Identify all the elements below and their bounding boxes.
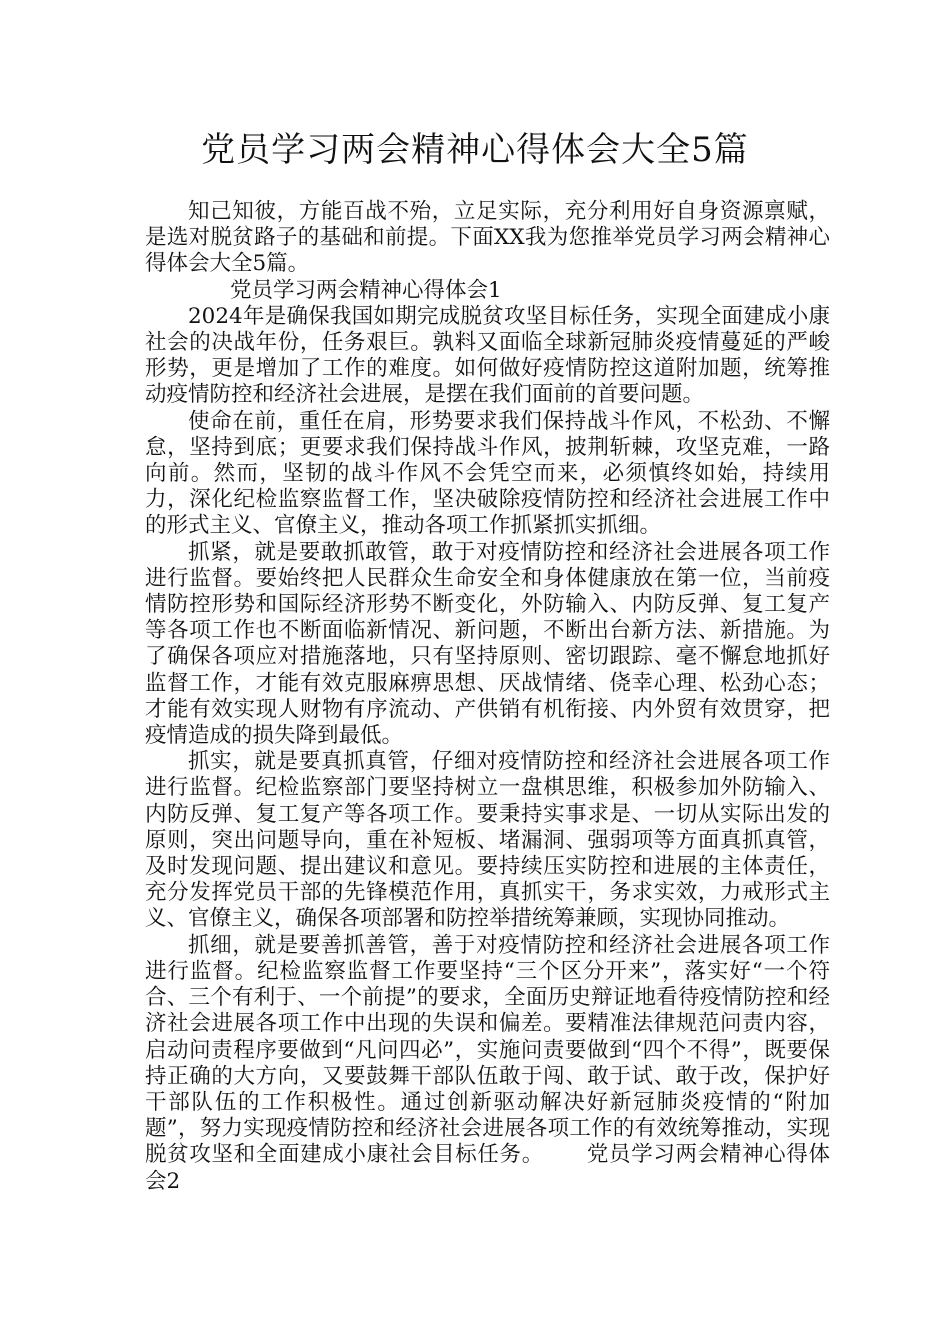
body-paragraph-last bbox=[145, 933, 830, 1195]
document-title: 党员学习两会精神心得体会大全5篇 bbox=[201, 130, 749, 170]
section-heading-2: 党员学习两会精神心得体会2 bbox=[145, 1142, 830, 1194]
body-paragraph: 使命在前，重任在肩，形势要求我们保持战斗作风，不松劲、不懈怠，坚持到底；更要求我们保持战斗作风，披荆斩棘，攻坚克难，一路向前。然而，坚韧的战斗作风不会凭空而来，必须慎终如始，持续用力，深化纪检监察监督工作，坚决破除疫情防控和经济社会进展工作中的形式主义、官僚主义，推动各项工作抓紧抓实抓细。 bbox=[145, 408, 830, 539]
document-body bbox=[145, 199, 830, 1195]
body-paragraph: 2024年是确保我国如期完成脱贫攻坚目标任务，实现全面建成小康社会的决战年份，任务艰巨。孰料又面临全球新冠肺炎疫情蔓延的严峻形势，更是增加了工作的难度。如何做好疫情防控这道附加题，统筹推动疫情防控和经济社会进展，是摆在我们面前的首要问题。 bbox=[145, 303, 830, 408]
body-paragraph-text: 抓细，就是要善抓善管，善于对疫情防控和经济社会进展各项工作进行监督。纪检监察监督工作要坚持“三个区分开来”，落实好“一个符合、三个有利于、一个前提”的要求，全面历史辩证地看待疫情防控和经济社会进展各项工作中出现的失误和偏差。要精准法律规范问责内容，启动问责程序要做到“凡问四必”，实施问责要做到“四个不得”，既要保持正确的大方向，又要鼓舞干部队伍敢于闯、敢于试、敢于改，保护好干部队伍的工作积极性。通过创新驱动解决好新冠肺炎疫情的“附加题”，努力实现疫情防控和经济社会进展各项工作的有效统筹推动，实现脱贫攻坚和全面建成小康社会目标任务。 bbox=[145, 932, 830, 1168]
body-paragraph: 抓紧，就是要敢抓敢管，敢于对疫情防控和经济社会进展各项工作进行监督。要始终把人民群众生命安全和身体健康放在第一位，当前疫情防控形势和国际经济形势不断变化，外防输入、内防反弹、复工复产等各项工作也不断面临新情况、新问题，不断出台新方法、新措施。为了确保各项应对措施落地，只有坚持原则、密切跟踪、毫不懈怠地抓好监督工作，才能有效克服麻痹思想、厌战情绪、侥幸心理、松劲心态；才能有效实现人财物有序流动、产供销有机衔接、内外贸有效贯穿，把疫情造成的损失降到最低。 bbox=[145, 539, 830, 749]
body-paragraph: 抓实，就是要真抓真管，仔细对疫情防控和经济社会进展各项工作进行监督。纪检监察部门要坚持树立一盘棋思维，积极参加外防输入、内防反弹、复工复产等各项工作。要秉持实事求是、一切从实际出发的原则，突出问题导向，重在补短板、堵漏洞、强弱项等方面真抓真管，及时发现问题、提出建议和意见。要持续压实防控和进展的主体责任，充分发挥党员干部的先锋模范作用，真抓实干，务求实效，力戒形式主义、官僚主义，确保各项部署和防控举措统筹兼顾，实现协同推动。 bbox=[145, 749, 830, 932]
section-heading-1: 党员学习两会精神心得体会1 bbox=[230, 277, 502, 303]
intro-paragraph: 知己知彼，方能百战不殆，立足实际，充分利用好自身资源禀赋，是选对脱贫路子的基础和前提。下面XX我为您推举党员学习两会精神心得体会大全5篇。 bbox=[145, 199, 830, 277]
